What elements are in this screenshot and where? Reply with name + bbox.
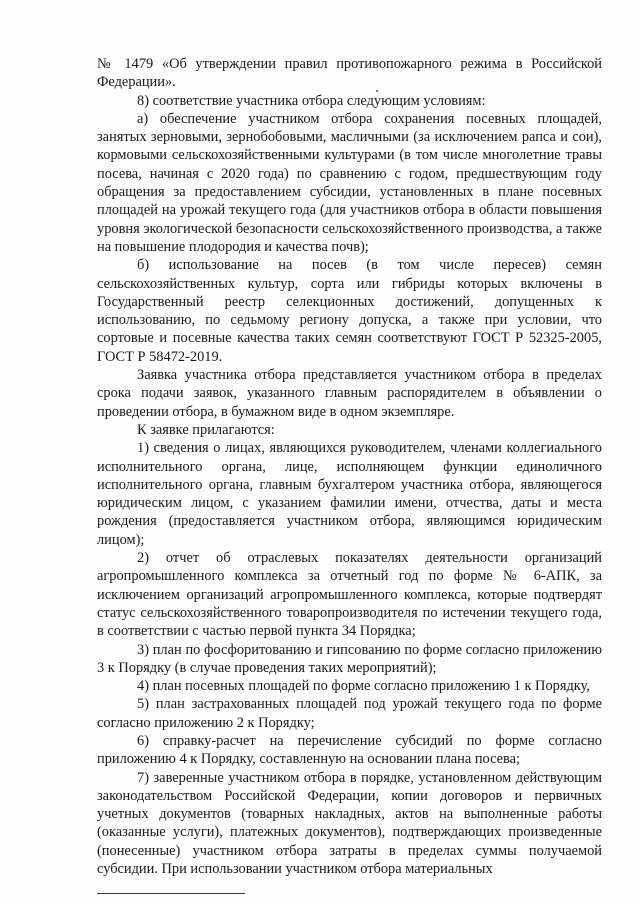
paragraph-5: Заявка участника отбора представляется участником отбора в пределах срока подачи заявок, указанного главным распорядителем в объявлении о проведении отбора, в бумажном виде в одном экземпляре. — [97, 367, 602, 420]
paragraph-7: 1) сведения о лицах, являющихся руководителем, членами коллегиального исполнительного органа, лице, исполняющем функции единоличного исполнительного органа, главным бухгалтером участника отбора, являющегося юридическим лицом, с указанием фамилии имени, отчества, даты и места рождения (предоставляется участником отбора, являющимся юридическим лицом); — [97, 440, 602, 548]
paragraph-4: б) использование на посев (в том числе пересев) семян сельскохозяйственных культур, сорта или гибриды которых включены в Государственный реестр селекционных достижений, допущенных к использованию, по седьмому региону допуска, а также при условии, что сортовые и посевные качества таких семян соответствуют ГОСТ Р 52325-2005, ГОСТ Р 58472-2019. — [97, 257, 602, 365]
paragraph-1: № 1479 «Об утверждении правил противопожарного режима в Российской Федерации». — [97, 56, 602, 91]
paragraph-10: 4) план посевных площадей по форме согласно приложению 1 к Порядку, — [137, 678, 590, 695]
document-body — [97, 55, 602, 878]
paragraph-13: 7) заверенные участником отбора в порядке, установленном действующим законодательством Российской Федерации, копии договоров и первичных учетных документов (товарных накладных, актов на выполненные работы (оказанные услуги), платежных документов), подтверждающих произведенные (понесенные) участником отбора затраты в пределах суммы получаемой субсидии. При использовании участником отбора материальных — [97, 769, 602, 878]
footnote-separator — [97, 893, 245, 894]
paragraph-12: 6) справку-расчет на перечисление субсидий по форме согласно приложению 4 к Порядку, составленную на основании плана посева; — [97, 732, 602, 768]
paragraph-6: К заявке прилагаются: — [137, 421, 275, 438]
paragraph-2: 8) соответствие участника отбора следующим условиям: — [137, 92, 486, 109]
paragraph-9: 3) план по фосфоритованию и гипсованию по форме согласно приложению 3 к Порядку (в случае проведения таких мероприятий); — [97, 641, 602, 676]
paragraph-11: 5) план застрахованных площадей под урожай текущего года по форме согласно приложению 2 к Порядку; — [97, 696, 602, 731]
paragraph-8: 2) отчет об отраслевых показателях деятельности организаций агропромышленного комплекса за отчетный год по форме № 6-АПК, за исключением организаций агропромышленного комплекса, которые подтвердят статус сельскохозяйственного товаропроизводителя по истечении текущего года, в соответствии с частью первой пункта 34 Порядка; — [97, 550, 602, 640]
paragraph-3: а) обеспечение участником отбора сохранения посевных площадей, занятых зерновыми, зернобобовыми, масличными (за исключением рапса и сои), кормовыми сельскохозяйственными культурами (в том числе многолетние травы посева, начиная с 2020 года) по сравнению с годом, предшествующим году обращения за предоставлением субсидии, установленных в плане посевных площадей на урожай текущего года (для участников отбора в области повышения уровня экологической безопасности сельскохозяйственного производства, а также на повышение плодородия и качества почв); — [97, 110, 602, 255]
